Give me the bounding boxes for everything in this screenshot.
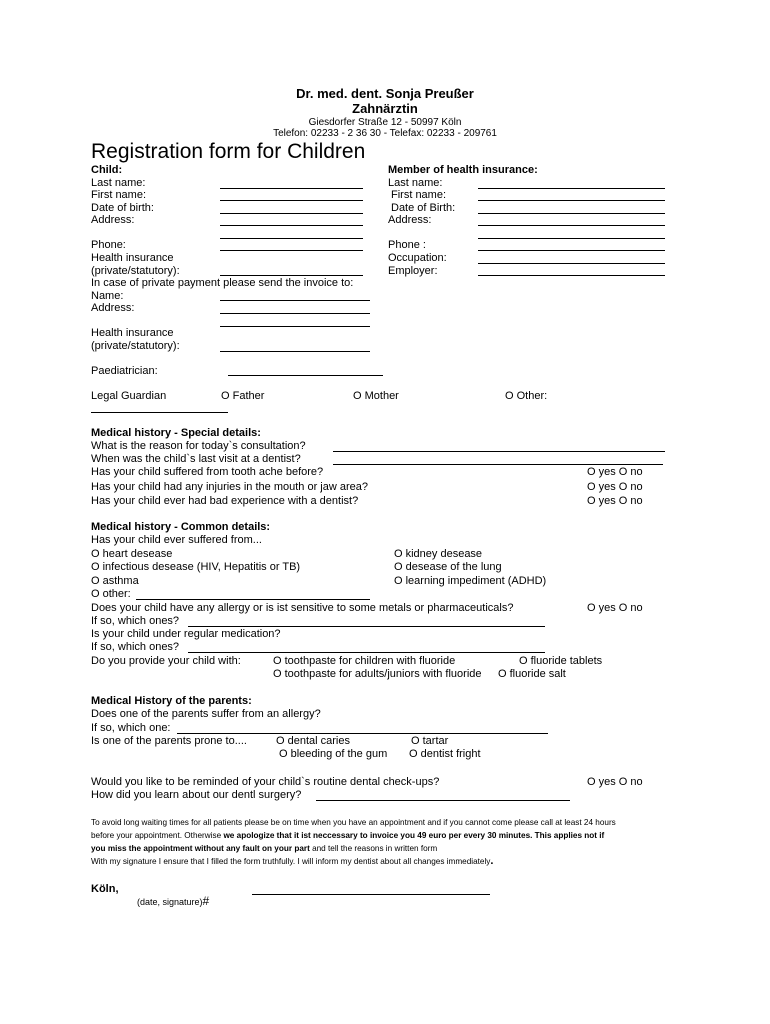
child-insurance-type-label: (private/statutory): xyxy=(91,265,180,277)
child-heading: Child: xyxy=(91,164,123,176)
signature-city: Köln, xyxy=(91,883,119,895)
parents-caries-option[interactable]: O dental caries xyxy=(276,735,350,747)
paediatrician-label: Paediatrician: xyxy=(91,365,158,377)
child-last-name-field[interactable] xyxy=(220,188,363,189)
child-first-name-label: First name: xyxy=(91,189,147,201)
child-dob-field[interactable] xyxy=(220,213,363,214)
member-employer-field[interactable] xyxy=(478,275,665,276)
common-which2-label: If so, which ones? xyxy=(91,641,180,653)
notice-line-2a: before your appointment. Otherwise xyxy=(91,831,224,840)
invoice-insurance-field[interactable] xyxy=(220,351,370,352)
special-q1: What is the reason for today`s consultation? xyxy=(91,440,306,452)
child-phone-label: Phone: xyxy=(91,239,126,251)
parents-which-field[interactable] xyxy=(177,733,548,734)
guardian-other-field[interactable] xyxy=(91,412,228,413)
parents-tartar-option[interactable]: O tartar xyxy=(411,735,449,747)
notice-line-3 xyxy=(91,843,437,854)
member-phone-label: Phone : xyxy=(388,239,426,251)
signature-caption-text: (date, signature) xyxy=(137,897,203,907)
special-q2-field[interactable] xyxy=(333,464,663,465)
page-title: Registration form for Children xyxy=(91,140,366,163)
common-intro: Has your child ever suffered from... xyxy=(91,534,262,546)
member-first-name-label: First name: xyxy=(391,189,447,201)
parents-which-label: If so, which one: xyxy=(91,722,171,734)
notice-line-3a: you miss the appointment without any fault on your part xyxy=(91,844,310,853)
special-heading: Medical history - Special details: xyxy=(91,427,261,439)
common-heading: Medical history - Common details: xyxy=(91,521,271,533)
reminder-yes-no[interactable]: O yes O no xyxy=(587,776,643,788)
invoice-insurance-label: Health insurance xyxy=(91,327,174,339)
guardian-label: Legal Guardian xyxy=(91,390,167,402)
common-lung-option[interactable]: O desease of the lung xyxy=(394,561,502,573)
common-which1-label: If so, which ones? xyxy=(91,615,180,627)
member-occupation-field[interactable] xyxy=(478,263,665,264)
common-allergy-question: Does your child have any allergy or is ist sensitive to some metals or pharmaceuticals? xyxy=(91,602,514,614)
child-address-label: Address: xyxy=(91,214,135,226)
notice-line-3b: and tell the reasons in written form xyxy=(309,844,438,853)
member-occupation-label: Occupation: xyxy=(388,252,447,264)
special-q2: When was the child`s last visit at a dentist? xyxy=(91,453,301,465)
invoice-insurance-type-label: (private/statutory): xyxy=(91,340,180,352)
common-other-option[interactable]: O other: xyxy=(91,588,131,600)
common-kidney-option[interactable]: O kidney desease xyxy=(394,548,483,560)
notice-line-4 xyxy=(91,856,493,867)
common-allergy-yes-no[interactable]: O yes O no xyxy=(587,602,643,614)
special-q5-yes-no[interactable]: O yes O no xyxy=(587,495,643,507)
parents-prone-question: Is one of the parents prone to.... xyxy=(91,735,247,747)
common-medication-question: Is your child under regular medication? xyxy=(91,628,281,640)
special-q4-yes-no[interactable]: O yes O no xyxy=(587,481,643,493)
practice-title: Zahnärztin xyxy=(352,101,418,116)
common-infectious-option[interactable]: O infectious desease (HIV, Hepatitis or TB) xyxy=(91,561,301,573)
member-last-name-field[interactable] xyxy=(478,188,665,189)
special-q5: Has your child ever had bad experience with a dentist? xyxy=(91,495,359,507)
member-address-label: Address: xyxy=(388,214,432,226)
child-last-name-label: Last name: xyxy=(91,177,146,189)
invoice-address-label: Address: xyxy=(91,302,135,314)
guardian-mother-option[interactable]: O Mother xyxy=(353,390,399,402)
guardian-other-option[interactable]: O Other: xyxy=(505,390,548,402)
common-which1-field[interactable] xyxy=(188,626,545,627)
child-insurance-field[interactable] xyxy=(220,275,363,276)
common-asthma-option[interactable]: O asthma xyxy=(91,575,139,587)
common-fl-salt-option[interactable]: O fluoride salt xyxy=(498,668,566,680)
member-employer-label: Employer: xyxy=(388,265,438,277)
common-fl-tablets-option[interactable]: O fluoride tablets xyxy=(519,655,603,667)
member-phone-field[interactable] xyxy=(478,250,665,251)
member-dob-label: Date of Birth: xyxy=(391,202,456,214)
invoice-address-field-2[interactable] xyxy=(220,326,370,327)
member-heading: Member of health insurance: xyxy=(388,164,538,176)
signature-caption xyxy=(137,895,209,909)
signature-field[interactable] xyxy=(252,894,490,895)
notice-line-2 xyxy=(91,830,604,841)
special-q1-field[interactable] xyxy=(333,451,665,452)
parents-heading: Medical History of the parents: xyxy=(91,695,252,707)
notice-line-4-text: With my signature I ensure that I filled the form truthfully. I will inform my dentist about all changes immediately xyxy=(91,857,491,866)
common-which2-field[interactable] xyxy=(188,652,545,653)
member-dob-field[interactable] xyxy=(478,213,665,214)
notice-line-4-end: . xyxy=(490,855,494,867)
invoice-address-field[interactable] xyxy=(220,313,370,314)
member-address-field[interactable] xyxy=(478,225,665,226)
child-address-field-2[interactable] xyxy=(220,238,363,239)
parents-allergy-question: Does one of the parents suffer from an allergy? xyxy=(91,708,321,720)
child-address-field[interactable] xyxy=(220,225,363,226)
member-address-field-2[interactable] xyxy=(478,238,665,239)
doctor-name: Dr. med. dent. Sonja Preußer xyxy=(296,86,474,101)
guardian-father-option[interactable]: O Father xyxy=(221,390,265,402)
common-tp-adults-option[interactable]: O toothpaste for adults/juniors with fluoride xyxy=(273,668,482,680)
common-other-field[interactable] xyxy=(136,599,370,600)
invoice-name-field[interactable] xyxy=(220,300,370,301)
parents-fright-option[interactable]: O dentist fright xyxy=(409,748,481,760)
paediatrician-field[interactable] xyxy=(228,375,383,376)
signature-mark: # xyxy=(202,894,210,908)
special-q4: Has your child had any injuries in the mouth or jaw area? xyxy=(91,481,368,493)
practice-phone: Telefon: 02233 - 2 36 30 - Telefax: 02233 - 209761 xyxy=(273,128,497,139)
common-learning-option[interactable]: O learning impediment (ADHD) xyxy=(394,575,547,587)
special-q3-yes-no[interactable]: O yes O no xyxy=(587,466,643,478)
reminder-question: Would you like to be reminded of your child`s routine dental check-ups? xyxy=(91,776,440,788)
invoice-text: In case of private payment please send the invoice to: xyxy=(91,277,354,289)
child-phone-field[interactable] xyxy=(220,250,363,251)
notice-line-1: To avoid long waiting times for all patients please be on time when you have an appointment and if you cannot come please call at least 24 hours xyxy=(91,818,616,827)
learn-field[interactable] xyxy=(316,800,570,801)
learn-question: How did you learn about our dentl surgery? xyxy=(91,789,302,801)
invoice-name-label: Name: xyxy=(91,290,124,302)
common-heart-option[interactable]: O heart desease xyxy=(91,548,173,560)
notice-line-2b: we apologize that it ist neccessary to invoice you 49 euro per every 30 minutes. This applies not if xyxy=(223,831,605,840)
member-first-name-field[interactable] xyxy=(478,200,665,201)
parents-gum-option[interactable]: O bleeding of the gum xyxy=(279,748,388,760)
child-dob-label: Date of birth: xyxy=(91,202,154,214)
practice-address: Giesdorfer Straße 12 - 50997 Köln xyxy=(308,117,462,128)
special-q3: Has your child suffered from tooth ache before? xyxy=(91,466,324,478)
common-provide-question: Do you provide your child with: xyxy=(91,655,241,667)
child-insurance-label: Health insurance xyxy=(91,252,174,264)
child-first-name-field[interactable] xyxy=(220,200,363,201)
common-tp-children-option[interactable]: O toothpaste for children with fluoride xyxy=(273,655,456,667)
member-last-name-label: Last name: xyxy=(388,177,443,189)
